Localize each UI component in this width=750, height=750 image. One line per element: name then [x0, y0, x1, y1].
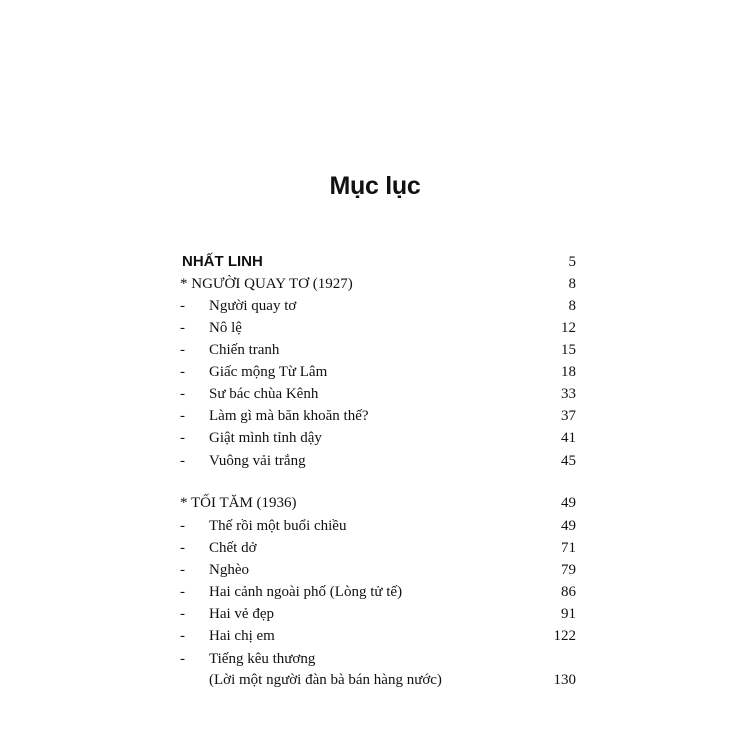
- toc-entry-label: (Lời một người đàn bà bán hàng nước): [209, 672, 442, 688]
- toc-entry: [180, 384, 576, 404]
- toc-entry: [180, 516, 576, 536]
- toc-page-number: 91: [561, 606, 576, 622]
- toc-page-number: 41: [561, 430, 576, 446]
- toc-entry-label: Hai chị em: [209, 628, 275, 644]
- toc-entry: [180, 296, 576, 316]
- toc-dash: -: [180, 628, 185, 644]
- toc-dash: -: [180, 518, 185, 534]
- toc-page-number: 8: [568, 298, 576, 314]
- toc-dash: -: [180, 606, 185, 622]
- toc-entry: [180, 340, 576, 360]
- toc-page-number: 49: [561, 518, 576, 534]
- toc-entry-label: Vuông vải trắng: [209, 453, 306, 469]
- toc-page-number: 15: [561, 342, 576, 358]
- toc-entry-label: Chết dở: [209, 540, 257, 556]
- toc-dash: -: [180, 320, 185, 336]
- toc-page-number: 12: [561, 320, 576, 336]
- toc-section-label: * NGƯỜI QUAY TƠ (1927): [180, 276, 353, 292]
- toc-entry-label: Người quay tơ: [209, 298, 297, 314]
- toc-dash: -: [180, 584, 185, 600]
- toc-entry: [180, 626, 576, 646]
- toc-entry-label: Sư bác chùa Kênh: [209, 386, 319, 402]
- toc-page-number: 130: [553, 672, 576, 688]
- toc-entry-label: Giật mình tỉnh dậy: [209, 430, 322, 446]
- toc-entry-label: Hai cảnh ngoài phố (Lòng tử tế): [209, 584, 403, 600]
- toc-entry: [180, 362, 576, 382]
- toc-entry-label: Nô lệ: [209, 320, 242, 336]
- toc-section-heading: [180, 493, 576, 513]
- toc-entry-label: Chiến tranh: [209, 342, 280, 358]
- toc-dash: -: [180, 364, 185, 380]
- toc-entry-label: Làm gì mà băn khoăn thế?: [209, 408, 369, 424]
- toc-entry-label: Hai vẻ đẹp: [209, 606, 274, 622]
- toc-section-heading: [180, 274, 576, 294]
- toc-entry: [180, 538, 576, 558]
- toc-page-number: 5: [568, 254, 576, 270]
- toc-entry: [180, 406, 576, 426]
- toc-entry: [180, 318, 576, 338]
- toc-page-number: 79: [561, 562, 576, 578]
- toc-page-number: 8: [568, 276, 576, 292]
- toc-page-number: 37: [561, 408, 576, 424]
- toc-dash: -: [180, 408, 185, 424]
- toc-author-heading: [180, 252, 576, 272]
- toc-entry: [180, 451, 576, 471]
- toc-page-number: 71: [561, 540, 576, 556]
- toc-page-number: 49: [561, 495, 576, 511]
- toc-dash: -: [180, 651, 185, 667]
- toc-dash: -: [180, 562, 185, 578]
- toc-entry-continuation: [180, 670, 576, 690]
- toc-page-number: 122: [553, 628, 576, 644]
- toc-section-label: * TỐI TĂM (1936): [180, 495, 297, 511]
- toc-dash: -: [180, 342, 185, 358]
- toc-dash: -: [180, 386, 185, 402]
- toc-entry-label: Thế rồi một buổi chiều: [209, 518, 347, 534]
- toc-page-number: 45: [561, 453, 576, 469]
- toc-page-number: 18: [561, 364, 576, 380]
- toc-entry: [180, 428, 576, 448]
- page-title: Mục lục: [329, 172, 421, 200]
- toc-dash: -: [180, 298, 185, 314]
- toc-page-number: 33: [561, 386, 576, 402]
- toc-dash: -: [180, 430, 185, 446]
- toc-entry-label: Giấc mộng Từ Lâm: [209, 364, 328, 380]
- toc-author-label: NHẤT LINH: [182, 253, 263, 270]
- toc-dash: -: [180, 453, 185, 469]
- toc-entry: [180, 604, 576, 624]
- toc-dash: -: [180, 540, 185, 556]
- toc-entry-label: Nghèo: [209, 562, 249, 578]
- toc-entry: [180, 560, 576, 580]
- toc-entry: [180, 582, 576, 602]
- toc-page-number: 86: [561, 584, 576, 600]
- toc-entry: [180, 649, 576, 669]
- toc-entry-label: Tiếng kêu thương: [209, 651, 316, 667]
